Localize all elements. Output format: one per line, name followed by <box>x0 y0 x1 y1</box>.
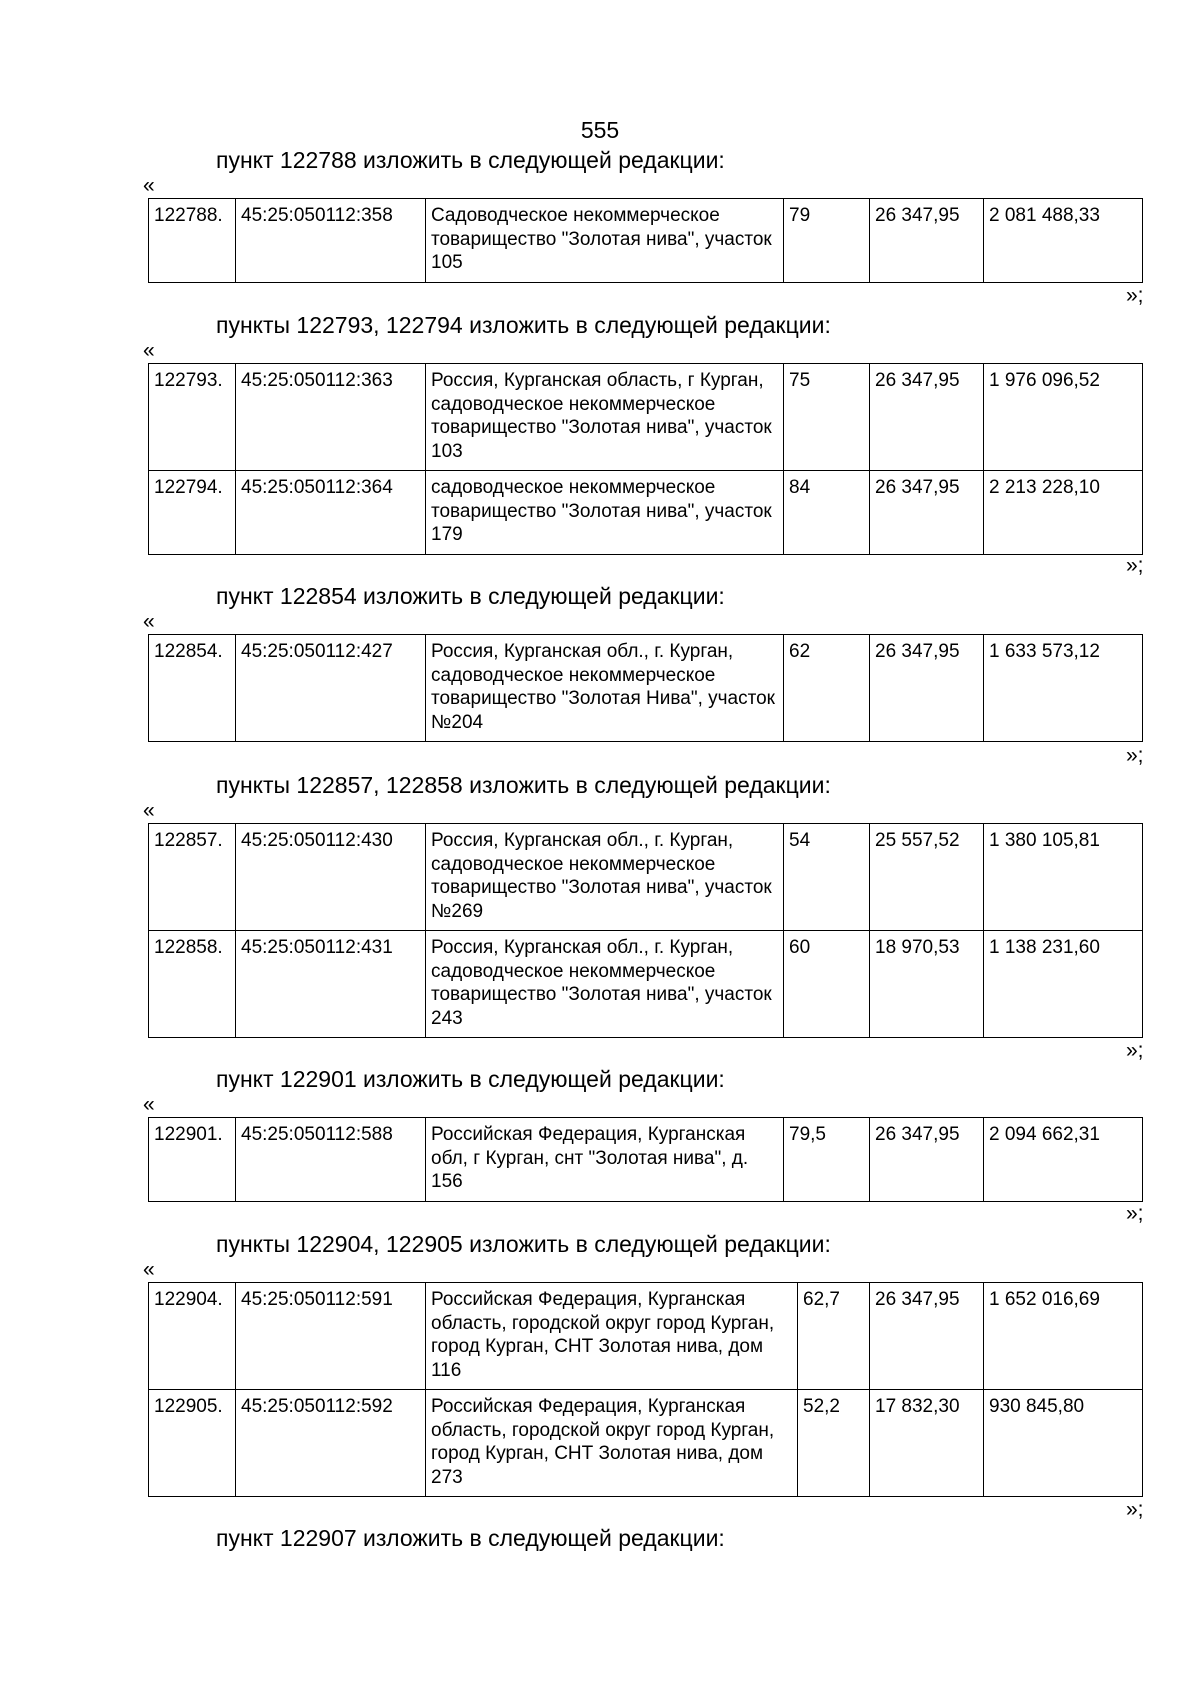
area: 62 <box>784 635 870 742</box>
area: 84 <box>784 471 870 555</box>
cadastral-number: 45:25:050112:427 <box>236 635 426 742</box>
area: 54 <box>784 824 870 931</box>
address: Российская Федерация, Курганская область, городской округ город Курган, город Курган, СНТ Золотая нива, дом 273 <box>426 1390 798 1497</box>
cadastral-value: 1 976 096,52 <box>984 364 1143 471</box>
unit-price: 18 970,53 <box>870 931 984 1038</box>
quote-close: »; <box>1126 554 1144 577</box>
quote-close: »; <box>1126 284 1144 307</box>
row-number: 122793. <box>149 364 236 471</box>
land-plot-table <box>148 1117 1143 1202</box>
table-row <box>149 199 1143 283</box>
address: Россия, Курганская область, г Курган, садоводческое некоммерческое товарищество "Золотая нива", участок 103 <box>426 364 784 471</box>
row-number: 122904. <box>149 1283 236 1390</box>
address: Российская Федерация, Курганская область, городской округ город Курган, город Курган, СНТ Золотая нива, дом 116 <box>426 1283 798 1390</box>
unit-price: 26 347,95 <box>870 471 984 555</box>
area: 79 <box>784 199 870 283</box>
row-number: 122857. <box>149 824 236 931</box>
area: 52,2 <box>798 1390 870 1497</box>
cadastral-value: 2 094 662,31 <box>984 1118 1143 1202</box>
unit-price: 26 347,95 <box>870 199 984 283</box>
cadastral-number: 45:25:050112:591 <box>236 1283 426 1390</box>
quote-open: « <box>143 174 155 197</box>
row-number: 122905. <box>149 1390 236 1497</box>
cadastral-number: 45:25:050112:592 <box>236 1390 426 1497</box>
land-plot-table <box>148 198 1143 283</box>
table-row <box>149 635 1143 742</box>
row-number: 122788. <box>149 199 236 283</box>
cadastral-value: 1 652 016,69 <box>984 1283 1143 1390</box>
quote-open: « <box>143 339 155 362</box>
quote-open: « <box>143 1258 155 1281</box>
amendment-intro: пункт 122901 изложить в следующей редакции: <box>216 1066 725 1092</box>
table-row <box>149 1283 1143 1390</box>
table-row <box>149 1118 1143 1202</box>
address: Садоводческое некоммерческое товарищество "Золотая нива", участок 105 <box>426 199 784 283</box>
quote-close: »; <box>1126 1202 1144 1225</box>
quote-close: »; <box>1126 1498 1144 1521</box>
address: Россия, Курганская обл., г. Курган, садоводческое некоммерческое товарищество "Золотая Нива", участок №204 <box>426 635 784 742</box>
row-number: 122858. <box>149 931 236 1038</box>
cadastral-value: 2 081 488,33 <box>984 199 1143 283</box>
area: 79,5 <box>784 1118 870 1202</box>
cadastral-value: 1 380 105,81 <box>984 824 1143 931</box>
cadastral-number: 45:25:050112:430 <box>236 824 426 931</box>
amendment-intro: пункт 122854 изложить в следующей редакции: <box>216 583 725 609</box>
amendment-intro: пункты 122904, 122905 изложить в следующей редакции: <box>216 1231 831 1257</box>
cadastral-number: 45:25:050112:358 <box>236 199 426 283</box>
land-plot-table <box>148 634 1143 742</box>
land-plot-table <box>148 363 1143 555</box>
quote-close: »; <box>1126 1039 1144 1062</box>
cadastral-value: 1 633 573,12 <box>984 635 1143 742</box>
quote-open: « <box>143 610 155 633</box>
quote-open: « <box>143 1093 155 1116</box>
cadastral-number: 45:25:050112:364 <box>236 471 426 555</box>
cadastral-number: 45:25:050112:588 <box>236 1118 426 1202</box>
address: Россия, Курганская обл., г. Курган, садоводческое некоммерческое товарищество "Золотая нива", участок 243 <box>426 931 784 1038</box>
unit-price: 17 832,30 <box>870 1390 984 1497</box>
address: Россия, Курганская обл., г. Курган, садоводческое некоммерческое товарищество "Золотая нива", участок №269 <box>426 824 784 931</box>
land-plot-table <box>148 823 1143 1038</box>
row-number: 122901. <box>149 1118 236 1202</box>
row-number: 122854. <box>149 635 236 742</box>
table-row <box>149 824 1143 931</box>
cadastral-value: 930 845,80 <box>984 1390 1143 1497</box>
area: 75 <box>784 364 870 471</box>
table-row <box>149 364 1143 471</box>
cadastral-value: 2 213 228,10 <box>984 471 1143 555</box>
quote-close: »; <box>1126 744 1144 767</box>
unit-price: 26 347,95 <box>870 364 984 471</box>
unit-price: 26 347,95 <box>870 1118 984 1202</box>
amendment-intro: пункты 122793, 122794 изложить в следующей редакции: <box>216 312 831 338</box>
amendment-intro: пункт 122788 изложить в следующей редакции: <box>216 147 725 173</box>
land-plot-table <box>148 1282 1143 1497</box>
area: 60 <box>784 931 870 1038</box>
table-row <box>149 931 1143 1038</box>
area: 62,7 <box>798 1283 870 1390</box>
table-row <box>149 1390 1143 1497</box>
table-row <box>149 471 1143 555</box>
unit-price: 26 347,95 <box>870 635 984 742</box>
amendment-intro: пункт 122907 изложить в следующей редакции: <box>216 1525 725 1551</box>
cadastral-number: 45:25:050112:431 <box>236 931 426 1038</box>
cadastral-number: 45:25:050112:363 <box>236 364 426 471</box>
unit-price: 26 347,95 <box>870 1283 984 1390</box>
address: Российская Федерация, Курганская обл, г Курган, снт "Золотая нива", д. 156 <box>426 1118 784 1202</box>
address: садоводческое некоммерческое товарищество "Золотая нива", участок 179 <box>426 471 784 555</box>
cadastral-value: 1 138 231,60 <box>984 931 1143 1038</box>
unit-price: 25 557,52 <box>870 824 984 931</box>
row-number: 122794. <box>149 471 236 555</box>
amendment-intro: пункты 122857, 122858 изложить в следующей редакции: <box>216 772 831 798</box>
quote-open: « <box>143 799 155 822</box>
page-number: 555 <box>580 117 620 143</box>
